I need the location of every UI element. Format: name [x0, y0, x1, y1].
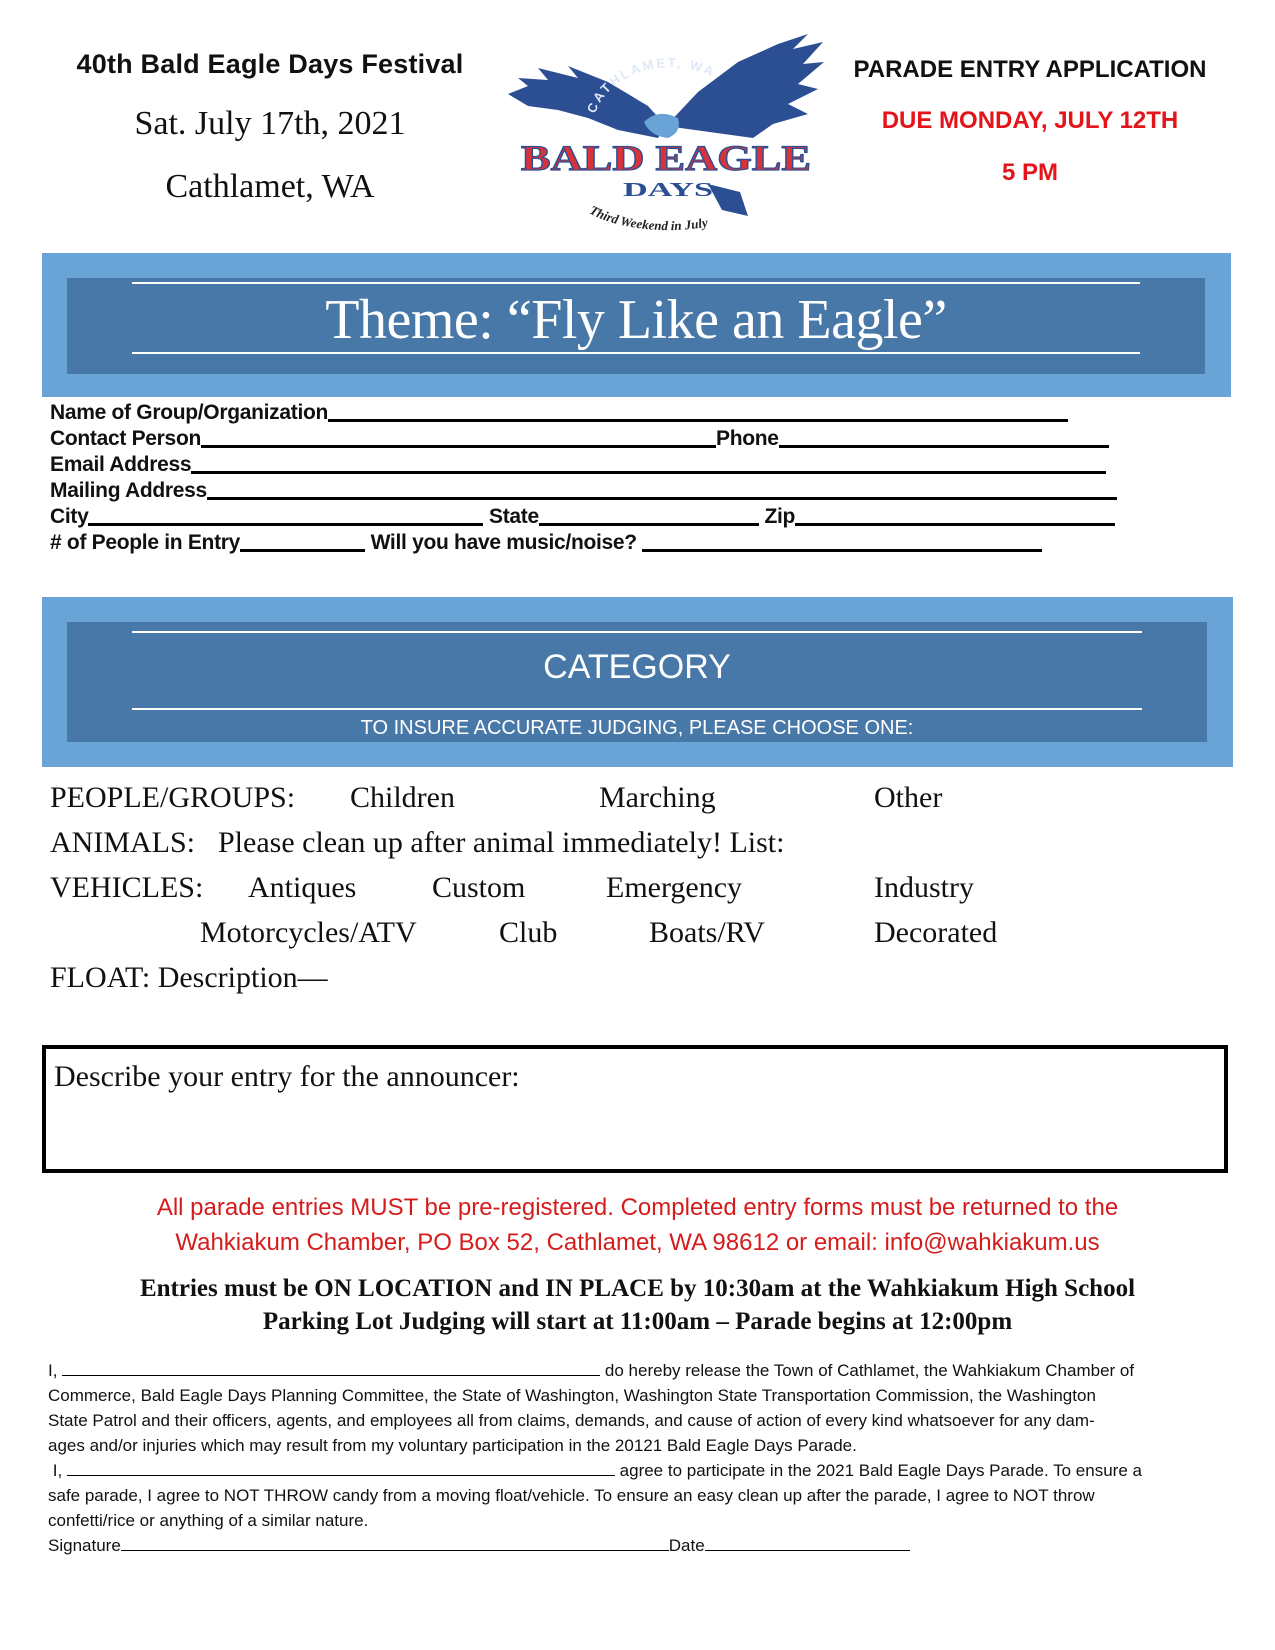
phone-input[interactable]: [779, 429, 1109, 448]
due-time: 5 PM: [1001, 159, 1058, 186]
release-line-2: Commerce, Bald Eagle Days Planning Committee, the State of Washington, Washington State Transportation Commission, the Washington: [48, 1386, 1096, 1405]
option-emergency[interactable]: Emergency: [606, 871, 743, 904]
agree-line-2: safe parade, I agree to NOT THROW candy from a moving float/vehicle. To ensure an easy clean up after the parade, I agree to NOT throw: [48, 1486, 1095, 1505]
logo-top-arc-text: CATHLAMET, WA: [583, 55, 719, 116]
signature-label: Signature: [48, 1536, 121, 1555]
field-label: Zip: [764, 505, 796, 528]
field-email: [50, 452, 1106, 478]
people-count-input[interactable]: [240, 533, 365, 552]
option-industry[interactable]: Industry: [874, 871, 974, 904]
date-label: Date: [668, 1536, 705, 1555]
vehicles-label: VEHICLES:: [50, 871, 204, 904]
people-groups-label: PEOPLE/GROUPS:: [50, 781, 296, 814]
banner-divider: [132, 631, 1142, 633]
signature-line: [48, 1533, 1238, 1558]
theme-banner: [42, 253, 1231, 397]
release-line-4: ages and/or injuries which may result from my voluntary participation in the 20121 Bald Eagle Days Parade.: [48, 1436, 857, 1455]
date-input[interactable]: [705, 1536, 910, 1551]
schedule-line-2: Parking Lot Judging will start at 11:00am – Parade begins at 12:00pm: [262, 1308, 1013, 1335]
return-address-notice: Wahkiakum Chamber, PO Box 52, Cathlamet, WA 98612 or email: info@wahkiakum.us: [175, 1229, 1100, 1256]
agree-line-1: [48, 1458, 1238, 1483]
theme-text: Theme: “Fly Like an Eagle”: [325, 289, 947, 351]
category-subtitle: TO INSURE ACCURATE JUDGING, PLEASE CHOOSE ONE:: [360, 717, 914, 739]
field-label: Name of Group/Organization: [50, 401, 329, 424]
agree-line-3: confetti/rice or anything of a similar nature.: [48, 1511, 369, 1530]
contact-person-input[interactable]: [201, 429, 716, 448]
option-children[interactable]: Children: [350, 781, 455, 814]
svg-text:Third Weekend in July: [587, 202, 709, 233]
option-other[interactable]: Other: [874, 781, 943, 814]
eagle-right-wing-icon: [666, 34, 824, 138]
banner-divider: [132, 282, 1140, 284]
bald-eagle-days-logo: [508, 34, 824, 246]
field-label: Contact Person: [50, 427, 201, 450]
city-input[interactable]: [88, 507, 483, 526]
float-option[interactable]: [50, 960, 328, 996]
float-note: : Description—: [141, 961, 328, 994]
email-input[interactable]: [191, 455, 1106, 474]
music-input[interactable]: [642, 533, 1042, 552]
zip-input[interactable]: [795, 507, 1115, 526]
mailing-address-input[interactable]: [207, 481, 1117, 500]
option-marching[interactable]: Marching: [599, 781, 716, 814]
agree-text: agree to participate in the 2021 Bald Eagle Days Parade. To ensure a: [619, 1461, 1142, 1480]
agree-name-input[interactable]: [67, 1461, 615, 1476]
field-group-name: [50, 400, 1068, 426]
option-custom[interactable]: Custom: [432, 871, 526, 904]
festival-title: 40th Bald Eagle Days Festival: [76, 49, 464, 79]
logo-bottom-arc-text: Third Weekend in July: [587, 202, 709, 234]
banner-divider: [132, 352, 1140, 354]
field-label: City: [50, 505, 89, 528]
option-motorcycles-atv[interactable]: Motorcycles/ATV: [200, 916, 417, 949]
option-decorated[interactable]: Decorated: [874, 916, 998, 949]
theme-banner-inner: [67, 278, 1205, 374]
category-banner: [42, 597, 1233, 767]
field-label: State: [489, 505, 539, 528]
festival-location: Cathlamet, WA: [165, 168, 375, 205]
eagle-tail-icon: [708, 184, 748, 216]
field-city-state-zip: [50, 504, 1115, 530]
logo-sub-text: DAYS: [623, 179, 713, 201]
release-line-3: State Patrol and their officers, agents, and employees all from claims, demands, and cause of action of every kind whatsoever for any dam-: [48, 1411, 1095, 1430]
state-input[interactable]: [539, 507, 759, 526]
release-name-input[interactable]: [62, 1361, 600, 1376]
announcer-label: Describe your entry for the announcer:: [54, 1060, 520, 1093]
logo-main-text: BALD EAGLE: [521, 138, 811, 178]
option-boats-rv[interactable]: Boats/RV: [649, 916, 765, 949]
category-banner-inner: [67, 622, 1207, 742]
float-label: FLOAT: [50, 961, 142, 994]
field-mailing-address: [50, 478, 1117, 504]
signature-input[interactable]: [121, 1536, 669, 1551]
field-label: Will you have music/noise?: [370, 531, 637, 554]
preregistration-notice: All parade entries MUST be pre-registered. Completed entry forms must be returned to the: [156, 1194, 1119, 1221]
release-line-1: [48, 1358, 1238, 1383]
option-antiques[interactable]: Antiques: [248, 871, 357, 904]
announcer-description-box[interactable]: [42, 1045, 1228, 1173]
field-people-music: [50, 530, 1042, 556]
festival-date: Sat. July 17th, 2021: [134, 105, 406, 142]
category-title: CATEGORY: [543, 648, 731, 686]
release-text: do hereby release the Town of Cathlamet, the Wahkiakum Chamber of: [604, 1361, 1135, 1380]
group-name-input[interactable]: [328, 403, 1068, 422]
field-label: Email Address: [50, 453, 192, 476]
field-contact-person: [50, 426, 1109, 452]
field-label: Phone: [716, 427, 779, 450]
agree-i-prefix: I,: [52, 1461, 63, 1480]
due-date: DUE MONDAY, JULY 12TH: [881, 107, 1179, 134]
release-i-prefix: I,: [48, 1361, 58, 1380]
animals-note: Please clean up after animal immediately! List:: [218, 826, 785, 859]
schedule-line-1: Entries must be ON LOCATION and IN PLACE by 10:30am at the Wahkiakum High School: [139, 1275, 1136, 1302]
banner-divider: [132, 708, 1142, 710]
field-label: Mailing Address: [50, 479, 207, 502]
field-label: # of People in Entry: [50, 531, 241, 554]
application-title: PARADE ENTRY APPLICATION: [853, 56, 1207, 83]
option-club[interactable]: Club: [499, 916, 558, 949]
animals-label: ANIMALS:: [50, 826, 196, 859]
